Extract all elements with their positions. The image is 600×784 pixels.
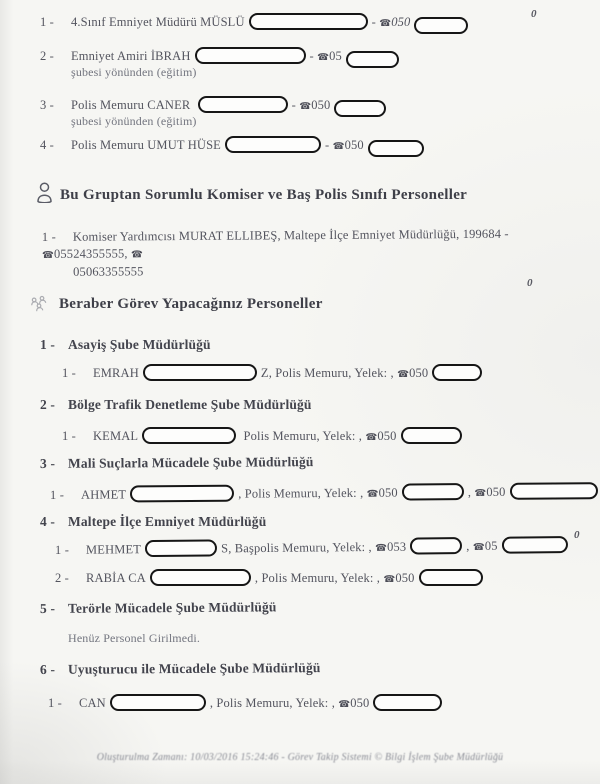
item-text: Polis Memuru, Yelek: , [240,429,366,443]
redaction-box [419,569,483,586]
person-icon [36,182,53,207]
section-header-together [30,295,323,316]
phone-icon: ☎ [474,487,487,500]
redaction-box [145,539,217,557]
phone-icon: ☎ [379,18,392,29]
phone-icon: ☎ [397,369,410,380]
phone-icon: ☎ [375,542,388,554]
redaction-box [198,96,288,113]
subsection-header [40,337,211,353]
phone-icon: ☎ [41,249,55,261]
item-text: Komiser Yardımcısı MURAT ELLIBEŞ, Maltepe İlçe Emniyet Müdürlüğü, 199684 - [72,226,509,244]
redaction-box [225,136,321,153]
phone-prefix: 050 [377,429,397,443]
item-note: şubesi yönünden (eğitim) [71,65,197,79]
list-item [62,427,466,446]
item-text: KEMAL [93,429,139,443]
subsection-header [40,660,321,678]
redaction-box [142,427,236,444]
phone-prefix: 050 [486,484,506,499]
subsection-title: Uyuşturucu ile Mücadele Şube Müdürlüğü [67,660,321,677]
scan-mark: 0 [574,529,580,541]
scan-mark: 0 [527,277,533,289]
phone-prefix: 050 [344,138,364,152]
item-text: , Polis Memuru, Yelek: , [254,571,384,585]
phone-number: 05063355555 [73,264,144,279]
separator: , [124,246,131,261]
list-item [42,225,587,281]
item-number: 1 - [41,229,56,245]
phone-prefix: 050 [395,571,415,585]
item-text: RABİA CA [86,571,146,585]
item-number: 2 - [40,397,56,412]
redaction-box [509,482,597,500]
phone-icon: ☎ [130,249,143,261]
item-text: AHMET [80,487,127,502]
redaction-box [334,100,386,117]
item-number: 1 - [40,337,56,352]
phone-icon: ☎ [317,52,330,63]
list-item [40,136,428,155]
item-number: 1 - [49,487,65,502]
item-number: 2 - [55,571,69,585]
item-text: 4.Sınıf Emniyet Müdürü MÜSLÜ [71,15,245,29]
separator: - [291,98,296,112]
redaction-box [143,364,257,381]
redaction-box [402,483,464,500]
redaction-box [195,47,306,64]
separator: - [371,15,376,29]
item-text: MEHMET [85,542,142,557]
item-text: Emniyet Amiri İBRAH [71,49,191,63]
subsection-title: Terörle Mücadele Şube Müdürlüğü [67,599,277,616]
footer-generated-line: Oluşturulma Zamanı: 10/03/2016 15:24:46 - Görev Takip Sistemi © Bilgi İşlem Şube Müdürlüğü [96,752,504,763]
item-number: 3 - [39,455,56,471]
redaction-box [410,537,462,554]
item-number: 3 - [40,98,54,112]
list-item [48,694,446,713]
item-text: EMRAH [93,366,139,380]
separator: , [467,485,475,500]
phone-prefix: 050 [378,485,398,500]
phone-icon: ☎ [365,432,378,443]
subsection-title: Maltepe İlçe Emniyet Müdürlüğü [68,514,267,529]
list-item [40,13,472,32]
redaction-box [401,427,462,444]
item-text: CAN [79,696,106,710]
phone-prefix: 050 [409,366,429,380]
item-number: 1 - [62,366,76,380]
section-header-responsible [36,182,467,207]
scan-mark: 0 [531,8,537,20]
separator: - [309,49,314,63]
item-number: 1 - [48,696,62,710]
section-title: Beraber Görev Yapacağınız Personeller [59,296,323,312]
item-text: , Polis Memuru, Yelek: , [209,696,339,710]
phone-prefix: 05 [484,538,498,553]
item-text: , Polis Memuru, Yelek: , [238,485,367,501]
redaction-box [368,140,424,157]
redaction-box [432,364,482,381]
phone-number: 05524355555 [53,246,125,261]
list-item [62,364,486,383]
phone-icon: ☎ [366,488,379,500]
subsection-header [40,397,312,413]
list-item [50,482,600,505]
phone-icon: ☎ [472,541,485,553]
redaction-box [346,51,399,68]
item-number: 5 - [39,600,56,616]
redaction-box [414,17,468,34]
subsection-title: Bölge Trafik Denetleme Şube Müdürlüğü [68,397,312,412]
subsection-title: Mali Suçlarla Mücadele Şube Müdürlüğü [67,454,314,471]
item-note: şubesi yönünden (eğitim) [71,114,197,128]
separator: - [324,138,330,152]
redaction-box [110,694,206,711]
item-number: 1 - [54,542,70,557]
item-number: 4 - [40,138,54,152]
redaction-box [502,536,568,554]
list-item [55,569,487,588]
separator: , [466,538,473,554]
phone-prefix: 05 [329,49,342,63]
redaction-box [150,569,251,586]
phone-icon: ☎ [338,699,351,710]
item-text: Polis Memuru CANER [71,98,191,112]
redaction-box [373,694,442,711]
phone-prefix: 050 [311,98,331,112]
phone-icon: ☎ [332,141,345,152]
item-number: 4 - [40,514,56,529]
subsection-header [40,454,314,472]
item-text: Z, Polis Memuru, Yelek: , [260,366,398,380]
item-number: 2 - [40,49,54,63]
item-text: S, Başpolis Memuru, Yelek: , [220,539,376,556]
phone-icon: ☎ [383,574,396,585]
redaction-box [130,485,234,503]
item-number: 1 - [62,429,76,443]
group-icon [29,294,54,318]
subsection-header [40,514,266,530]
phone-prefix: 050 [350,696,370,710]
list-item [55,536,572,560]
redaction-box [249,13,368,30]
empty-note: Henüz Personel Girilmedi. [68,631,201,645]
subsection-header [40,599,277,617]
item-number: 1 - [40,15,54,29]
phone-prefix: 053 [386,539,407,554]
item-number: 6 - [39,661,56,677]
subsection-title: Asayiş Şube Müdürlüğü [68,337,211,352]
phone-prefix: 050 [391,15,411,29]
phone-icon: ☎ [299,101,312,112]
section-title: Bu Gruptan Sorumlu Komiser ve Baş Polis Sınıfı Personeller [60,187,468,203]
item-text: Polis Memuru UMUT HÜSE [71,138,221,152]
